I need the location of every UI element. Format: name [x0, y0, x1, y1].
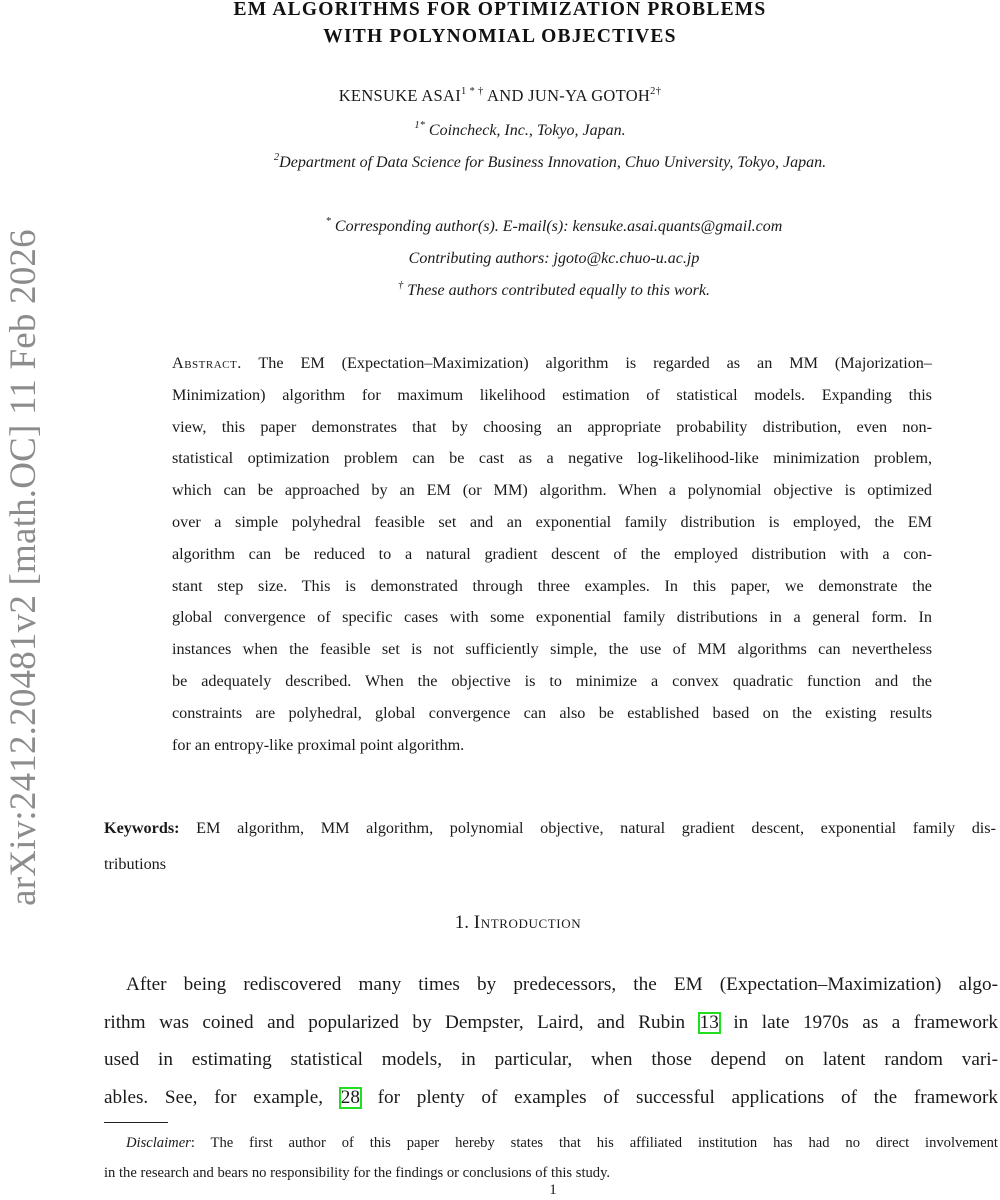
- footnote-rule: [104, 1122, 168, 1123]
- affiliation-2-mark: 2: [273, 152, 280, 163]
- footnote-line-2: in the research and bears no responsibility for the findings or conclusions of this study.: [104, 1165, 611, 1181]
- affiliation-1: [20, 122, 1000, 140]
- equal-contribution-note: [54, 282, 1000, 300]
- abstract-line: over a simple polyhedral feasible set and an exponential family distribution is employed, the EM: [172, 512, 932, 531]
- author-1: KENSUKE ASAI: [338, 86, 462, 105]
- keywords-line-2: tributions: [104, 855, 167, 873]
- citation-link-28[interactable]: 28: [340, 1086, 360, 1108]
- section-number: 1.: [454, 912, 470, 933]
- intro-line: ables. See, for example, 28 for plenty of examples of successful applications of the framework: [104, 1086, 998, 1108]
- abstract-line: statistical optimization problem can be cast as a negative log-likelihood-like minimization problem,: [172, 449, 932, 468]
- abstract: [172, 348, 932, 761]
- abstract-line: for an entropy-like proximal point algorithm.: [172, 735, 465, 754]
- abstract-line: view, this paper demonstrates that by choosing an appropriate probability distribution, even non-: [172, 417, 932, 436]
- affiliation-1-text: Coincheck, Inc., Tokyo, Japan.: [424, 122, 626, 139]
- author-conjunction: AND: [483, 86, 529, 105]
- abstract-line: algorithm can be reduced to a natural gradient descent of the employed distribution with a con-: [172, 544, 932, 563]
- corresponding-author: [54, 218, 1000, 236]
- abstract-line: Abstract. The EM (Expectation–Maximization) algorithm is regarded as an MM (Majorization–: [172, 354, 932, 372]
- abstract-line: which can be approached by an EM (or MM) algorithm. When a polynomial objective is optimized: [172, 481, 932, 500]
- footnote-label: Disclaimer: [126, 1135, 191, 1151]
- arxiv-stamp-text: arXiv:2412.20481v2 [math.OC] 11 Feb 2026: [2, 228, 44, 906]
- abstract-line: Minimization) algorithm for maximum likelihood estimation of statistical models. Expanding this: [172, 385, 932, 404]
- arxiv-identifier-stamp: [0, 192, 46, 942]
- contributing-authors: [54, 250, 1000, 268]
- author-2-marks: 2†: [650, 86, 662, 97]
- section-heading-introduction: [0, 912, 1000, 934]
- affiliation-2-text: Department of Data Science for Business Innovation, Chuo University, Tokyo, Japan.: [279, 154, 827, 171]
- disclaimer-footnote: [104, 1128, 998, 1188]
- title-line-2: WITH POLYNOMIAL OBJECTIVES: [323, 26, 677, 47]
- affiliation-1-mark: 1*: [414, 120, 425, 131]
- author-2: JUN-YA GOTOH: [528, 86, 651, 105]
- keywords: [104, 810, 996, 882]
- intro-line: rithm was coined and popularized by Dempster, Laird, and Rubin 13 in late 1970s as a framework: [104, 1011, 998, 1033]
- equal-text: These authors contributed equally to this work.: [403, 282, 710, 299]
- abstract-label: Abstract.: [172, 354, 242, 372]
- citation-link-13[interactable]: 13: [699, 1011, 719, 1033]
- corresponding-text: Corresponding author(s). E-mail(s): kensuke.asai.quants@gmail.com: [330, 218, 783, 235]
- abstract-line: stant step size. This is demonstrated through three examples. In this paper, we demonstrate the: [172, 576, 932, 595]
- page-number: 1: [549, 1182, 557, 1198]
- contributing-text: Contributing authors: jgoto@kc.chuo-u.ac.jp: [408, 250, 700, 267]
- abstract-line: instances when the feasible set is not sufficiently simple, the use of MM algorithms can nevertheless: [172, 640, 932, 659]
- author-list: [0, 86, 1000, 106]
- keywords-line-1: Keywords: EM algorithm, MM algorithm, polynomial objective, natural gradient descent, exponential family dis-: [104, 819, 996, 837]
- intro-line: used in estimating statistical models, in particular, when those depend on latent random vari-: [104, 1049, 998, 1070]
- abstract-line: global convergence of specific cases with some exponential family distributions in a general form. In: [172, 608, 932, 627]
- title-line-1: EM ALGORITHMS FOR OPTIMIZATION PROBLEMS: [233, 0, 767, 20]
- intro-line: After being rediscovered many times by predecessors, the EM (Expectation–Maximization) algo-: [126, 974, 998, 995]
- footnote-line-1: Disclaimer: The first author of this paper hereby states that his affiliated institution has had no direct involvement: [126, 1135, 998, 1151]
- section-title-text: Introduction: [473, 912, 582, 933]
- corresponding-mark: *: [325, 216, 331, 227]
- abstract-line: constraints are polyhedral, global convergence can also be established based on the existing results: [172, 703, 932, 722]
- author-1-marks: 1 * †: [461, 86, 484, 97]
- affiliation-2: [50, 154, 1000, 172]
- equal-mark: †: [398, 280, 404, 291]
- keywords-label: Keywords:: [104, 819, 180, 837]
- introduction-body: [104, 966, 998, 1116]
- abstract-line: be adequately described. When the objective is to minimize a convex quadratic function and the: [172, 671, 932, 690]
